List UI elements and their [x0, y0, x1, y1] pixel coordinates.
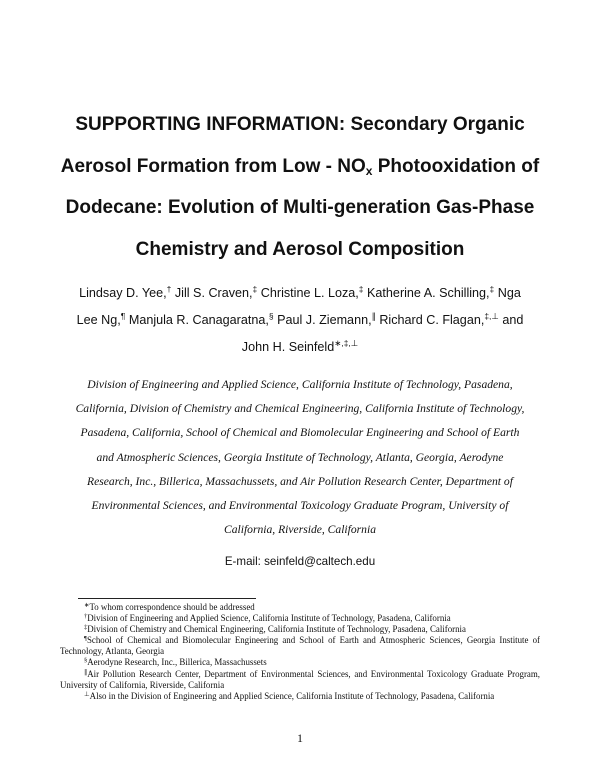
footnote-mark: †	[84, 613, 88, 621]
affiliation-mark: ¶	[120, 311, 126, 321]
author-name: Manjula R. Canagaratna,	[125, 313, 269, 327]
affiliation-mark: ‡,⊥	[484, 311, 499, 321]
affiliation-line: and Atmospheric Sciences, Georgia Institute of Technology, Atlanta, Georgia, Aerodyne	[96, 450, 504, 464]
title-text: Aerosol Formation from Low - NO	[60, 155, 366, 177]
footnote	[60, 635, 540, 657]
footnote-text: Division of Engineering and Applied Science, California Institute of Technology, Pasadena, California	[87, 613, 451, 624]
footnote-text: Also in the Division of Engineering and Applied Science, California Institute of Technology, Pasadena, California	[89, 690, 495, 701]
footnote	[60, 624, 540, 635]
author-name: Katherine A. Schilling,	[363, 286, 490, 300]
author-name: Richard C. Flagan,	[375, 313, 485, 327]
page-number: 1	[297, 731, 303, 745]
footnote-text: School of Chemical and Biomolecular Engineering and School of Earth and Atmospheric Sciences, Georgia Institute of Technology, Atlanta, Georgia	[60, 635, 540, 657]
footnote-divider	[78, 598, 256, 599]
affiliation-line: California, Riverside, California	[223, 523, 376, 537]
affiliation-mark: †	[166, 284, 172, 294]
footnotes	[60, 602, 540, 702]
author-name: John H. Seinfeld	[241, 340, 335, 354]
author-list	[60, 280, 540, 361]
author-name: Lindsay D. Yee,	[79, 286, 167, 300]
affiliation-line: Environmental Sciences, and Environmental Toxicology Graduate Program, University of	[91, 499, 509, 513]
affiliation-mark: ‡	[252, 284, 258, 294]
footnote-mark: ∥	[84, 668, 88, 676]
contact-email: E-mail: seinfeld@caltech.edu	[224, 555, 376, 568]
author-name: Lee Ng,	[76, 313, 121, 327]
footnote-mark: ‡	[84, 624, 88, 632]
affiliation-mark: ∗,‡,⊥	[334, 338, 359, 348]
footnote-mark: ¶	[84, 635, 87, 643]
title-line: Dodecane: Evolution of Multi-generation Gas-Phase	[65, 197, 535, 218]
affiliation-mark: §	[268, 311, 274, 321]
footnote-mark: §	[84, 657, 88, 665]
footnote-text: Air Pollution Research Center, Department of Environmental Sciences, and Environmental Toxicology Graduate Program, University of California, Riverside, California	[60, 668, 540, 690]
footnote-mark: ∗	[84, 602, 90, 609]
footnote	[60, 602, 540, 613]
footnote-text: Aerodyne Research, Inc., Billerica, Massachussets	[87, 657, 267, 668]
title-line: SUPPORTING INFORMATION: Secondary Organic	[75, 114, 525, 135]
affiliation-line: Pasadena, California, School of Chemical and Biomolecular Engineering and School of Earth	[80, 426, 520, 440]
author-name: Paul J. Ziemann,	[273, 313, 372, 327]
affiliation-mark: ∥	[371, 311, 376, 321]
title-subscript: x	[365, 163, 373, 178]
affiliation-mark: ‡	[489, 284, 495, 294]
title-line	[40, 146, 560, 188]
footnote	[60, 691, 540, 702]
author-conjunction: and	[498, 313, 524, 327]
title-line: Chemistry and Aerosol Composition	[135, 238, 465, 260]
footnote	[60, 657, 540, 668]
affiliation-line: Research, Inc., Billerica, Massachussets, and Air Pollution Research Center, Department of	[87, 474, 513, 488]
footnote	[60, 613, 540, 624]
footnote-mark: ⊥	[84, 690, 90, 698]
author-line	[60, 307, 540, 334]
affiliation-line: Division of Engineering and Applied Science, California Institute of Technology, Pasadena,	[87, 378, 513, 391]
author-name: Christine L. Loza,	[257, 286, 359, 300]
footnote-text: To whom correspondence should be addressed	[89, 602, 255, 612]
affiliation-line: California, Division of Chemistry and Chemical Engineering, California Institute of Technology,	[75, 402, 525, 416]
affiliations	[60, 373, 540, 542]
author-line	[60, 334, 540, 361]
author-name: Nga	[494, 286, 521, 300]
paper-title	[40, 104, 560, 270]
author-line	[60, 280, 540, 307]
author-name: Jill S. Craven,	[171, 286, 253, 300]
footnote-text: Division of Chemistry and Chemical Engineering, California Institute of Technology, Pasadena, California	[87, 624, 466, 635]
affiliation-mark: ‡	[358, 284, 364, 294]
title-text: Photooxidation of	[372, 155, 540, 177]
footnote	[60, 669, 540, 691]
